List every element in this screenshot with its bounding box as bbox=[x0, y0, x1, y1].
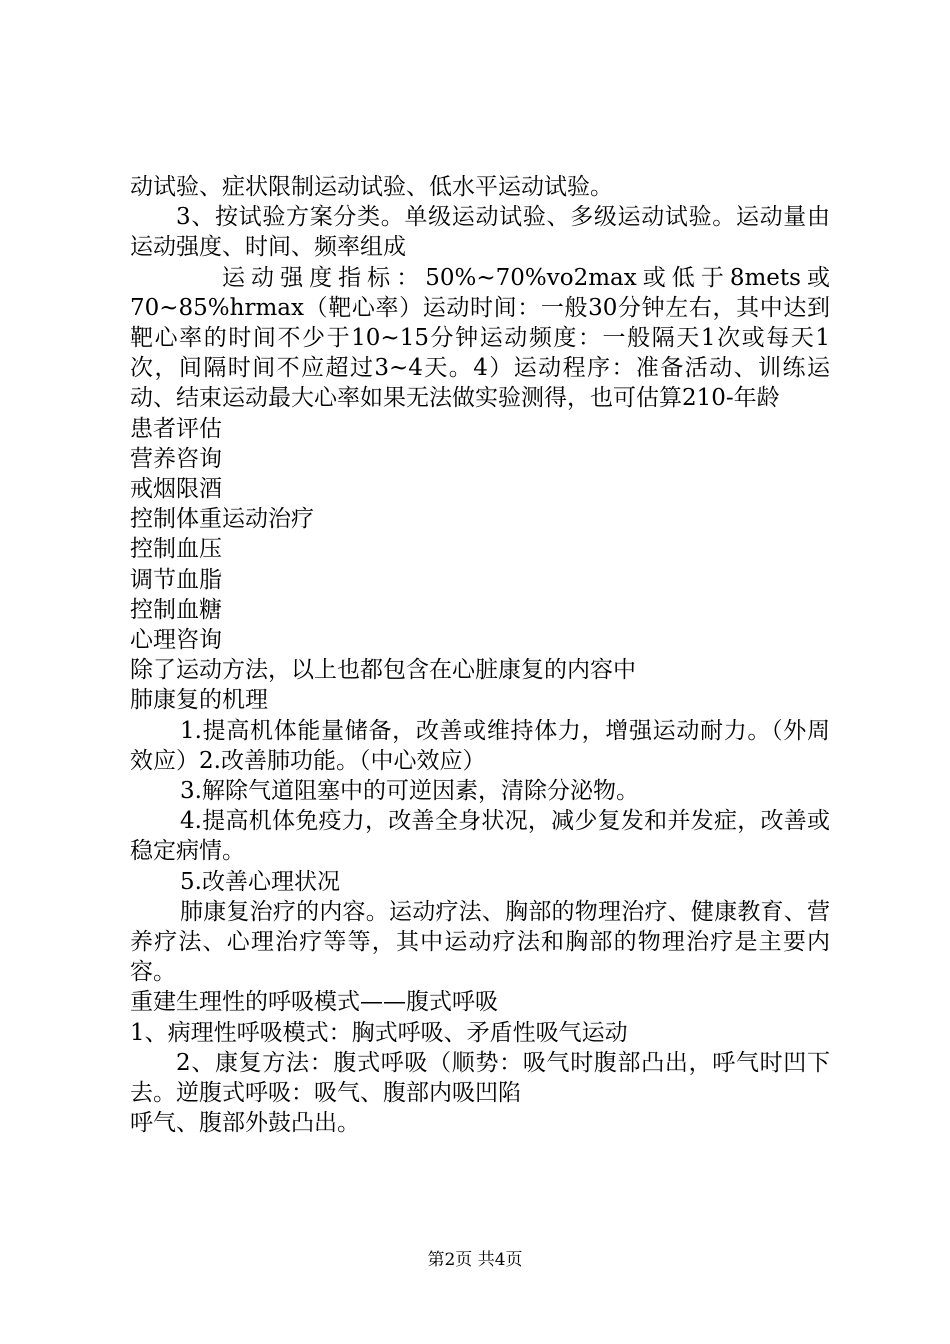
list-item: 控制血压 bbox=[130, 536, 222, 563]
list-item: 心理咨询 bbox=[130, 627, 222, 654]
list-item: 控制体重运动治疗 bbox=[130, 506, 314, 533]
paragraph-mechanism-1: 1.提高机体能量储备，改善或维持体力，增强运动耐力。（外周效应）2.改善肺功能。（中心效应） bbox=[130, 717, 830, 774]
paragraph-mechanism-5: 5.改善心理状况 bbox=[180, 868, 340, 895]
list-item: 控制血糖 bbox=[130, 596, 222, 623]
section-heading: 重建生理性的呼吸模式——腹式呼吸 bbox=[130, 989, 498, 1016]
document-body bbox=[130, 172, 830, 1139]
list-item: 营养咨询 bbox=[130, 445, 222, 472]
paragraph-3: 运动强度指标：50%~70%vo2max或低于8mets或70~85%hrmax（靶心率）运动时间：一般30分钟左右，其中达到靶心率的时间不少于10~15分钟运动频度：一般隔天1次或每天1次，间隔时间不应超过3~4天。4）运动程序：准备活动、训练运动、结束运动最大心率如果无法做实验测得，也可估算210-年龄 bbox=[130, 264, 830, 412]
paragraph-breathing-3: 呼气、腹部外鼓凸出。 bbox=[130, 1110, 360, 1137]
section-heading: 肺康复的机理 bbox=[130, 687, 268, 714]
list-item: 戒烟限酒 bbox=[130, 476, 222, 503]
paragraph-breathing-1: 1、病理性呼吸模式：胸式呼吸、矛盾性吸气运动 bbox=[130, 1019, 628, 1046]
paragraph-2: 3、按试验方案分类。单级运动试验、多级运动试验。运动量由运动强度、时间、频率组成 bbox=[130, 204, 830, 261]
list-item: 调节血脂 bbox=[130, 566, 222, 593]
paragraph-mechanism-4: 4.提高机体免疫力，改善全身状况，减少复发和并发症，改善或稳定病情。 bbox=[130, 808, 830, 865]
page-number: 第2页 共4页 bbox=[427, 1250, 523, 1270]
paragraph-treatment-content: 肺康复治疗的内容。运动疗法、胸部的物理治疗、健康教育、营养疗法、心理治疗等等，其中运动疗法和胸部的物理治疗是主要内容。 bbox=[130, 898, 830, 986]
paragraph-mechanism-3: 3.解除气道阻塞中的可逆因素，清除分泌物。 bbox=[180, 778, 639, 805]
list-item: 患者评估 bbox=[130, 415, 222, 442]
paragraph-summary: 除了运动方法，以上也都包含在心脏康复的内容中 bbox=[130, 657, 636, 684]
paragraph-breathing-2: 2、康复方法：腹式呼吸（顺势：吸气时腹部凸出，呼气时凹下去。逆腹式呼吸：吸气、腹部内吸凹陷 bbox=[130, 1049, 830, 1107]
paragraph-1: 动试验、症状限制运动试验、低水平运动试验。 bbox=[130, 174, 613, 200]
